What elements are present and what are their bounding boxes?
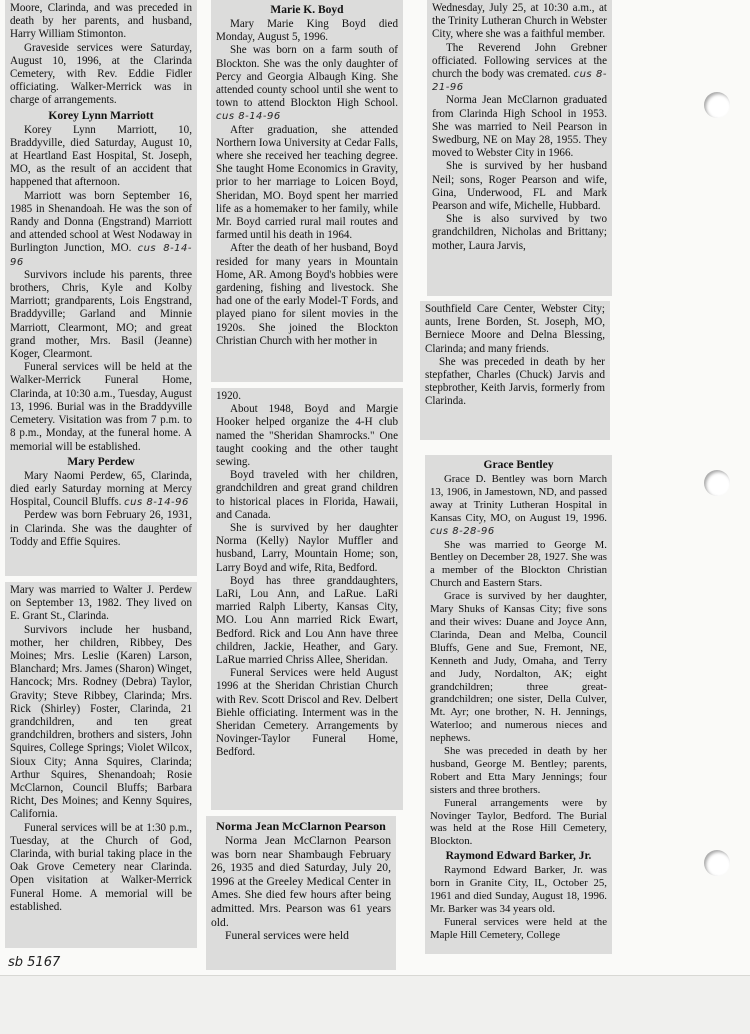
clipping-boyd — [211, 0, 403, 382]
obit-text: Funeral services will be at 1:30 p.m., Tuesday, at the Church of God, Clarinda, with burial taking place in the Oak Grove Cemetery near Clarinda. Open visitation at Walker-Merrick Funeral Home. A memorial will be established. — [10, 821, 192, 913]
obit-text: Funeral services will be held at the Walker-Merrick Funeral Home, Clarinda, at 10:30 a.m., Tuesday, August 13, 1996. Burial was in the Braddyville Cemetery. Visitation was from 7 p.m. to 8 p.m., Monday, at the funeral home. A memorial will be established. — [10, 361, 192, 453]
obit-heading: Mary Perdew — [67, 455, 135, 468]
handwritten-note: cus 8-14-96 — [10, 243, 193, 268]
obit-text: Norma Jean McClarnon graduated from Clarinda High School in 1953. She was married to Neil Pearson in Swedburg, NE on May 28, 1955. They moved to Webster City in 1966. — [432, 94, 607, 160]
obit-text-span: Grace D. Bentley was born March 13, 1906, in Jamestown, ND, and passed away at Trinity Lutheran Hospital in Kansas City, MO, on August 19, 1996. — [430, 473, 607, 524]
scrapbook-id-label: sb 5167 — [8, 955, 61, 970]
obit-text: Funeral services were held at the Maple Hill Cemetery, College — [430, 915, 607, 941]
obit-text: She was preceded in death by her husband, George M. Bentley; parents, Robert and Etta Mary Jennings; four sisters and three brothers. — [430, 745, 607, 796]
obit-text: Funeral arrangements were by Novinger Taylor, Bedford. The Burial was held at the Rose Hill Cemetery, Blockton. — [430, 796, 607, 848]
obit-text: She was preceded in death by her stepfather, Charles (Chuck) Jarvis and stepbrother, Keith Jarvis, formerly from Clarinda. — [425, 355, 605, 408]
obit-text-span: Marriott was born September 16, 1985 in Shenandoah. He was the son of Randy and Donna (Engstrand) Marriott and attended school at West Nodaway in Burlington Junction, MO. — [10, 189, 192, 255]
obit-text: Wednesday, July 25, at 10:30 a.m., at the Trinity Lutheran Church in Webster City, where she was a faithful member. — [432, 2, 607, 41]
obit-text: Funeral Services were held August 1996 at the Sheridan Christian Church with Rev. Scott Driscol and Rev. Delbert Biehle officiating. Interment was in the Sheridan Cemetery. Arrangements by Novinger-Taylor Funeral Home, Bedford. — [216, 667, 398, 759]
obit-text: Korey Lynn Marriott, 10, Braddyville, died Saturday, August 10, at Heartland East Hospital, St. Joseph, MO, as the result of an accident that happened that afternoon. — [10, 123, 192, 189]
obit-text: About 1948, Boyd and Margie Hooker helped organize the 4-H club named the "Sheridan Shamrocks." One taught cooking and the other taught sewing. — [216, 403, 398, 469]
obit-text: Graveside services were Saturday, August 10, 1996, at the Clarinda Cemetery, with Rev. Eddie Fidler officiating. Walker-Merrick was in charge of arrangements. — [10, 41, 192, 107]
obit-text — [216, 44, 398, 123]
clipping-marriott — [5, 0, 197, 576]
obit-heading: Norma Jean McClarnon Pearson — [216, 819, 386, 833]
handwritten-note: cus 8-28-96 — [430, 525, 495, 537]
obit-text: Norma Jean McClarnon Pearson was born near Shambaugh February 26, 1935 and died Saturday, July 20, 1996 at the Greeley Medical Center in Ames. She died few hours after being admitted. Mrs. Pearson was 61 years old. — [211, 834, 391, 929]
obit-text — [430, 473, 607, 539]
clipping-pearson-continued — [427, 0, 612, 296]
scanner-bed — [0, 975, 750, 1034]
obit-text: Funeral services were held — [225, 929, 349, 943]
punch-hole — [704, 850, 730, 876]
obit-text: Survivors include his parents, three brothers, Chris, Kyle and Kolby Marriott; grandparents, Lois Engstrand, Braddyville; Garland and Minnie Marriott, Clearmont, MO; and great grand mother, Mrs. Basil (Jeanne) Koger, Clearmont. — [10, 268, 192, 361]
obit-text: After graduation, she attended Northern Iowa University at Cedar Falls, where she received her teaching degree. She taught Home Economics in Gravity, prior to her marriage to Loicen Boyd, Sheridan, MO. Boyd spent her married life as a homemaker to her family, while Mr. Boyd carried rural mail routes and farmed until his death in 1964. — [216, 123, 398, 242]
clipping-boyd-continued — [211, 388, 403, 810]
obit-text: After the death of her husband, Boyd resided for many years in Mountain Home, AR. Among Boyd's hobbies were gardening, fishing and livestock. She had one of the early Model-T Fords, and played piano for silent movies in the 1920s. She joined the Blockton Christian Church with her mother in — [216, 242, 398, 347]
punch-hole — [704, 92, 730, 118]
obit-text-span: She was born on a farm south of Blockton. She was the only daughter of Percy and Georgia Albaugh King. She attended county school until she went to town to attend Blockton High School. — [216, 44, 398, 110]
clipping-pearson — [206, 816, 396, 970]
obit-text: Survivors include her husband, mother, her children, Ribbey, Des Moines; Mrs. Leslie (Karen) Larson, Blanchard; Mrs. James (Sharon) Winget, Hancock; Mrs. Rodney (Debra) Taylor, Gravity; Steve Ribbey, Clarinda; Mrs. Rick (Shirley) Foster, Clarinda, 21 grandchildren, and ten great grandchildren, brothers and sisters, John Squires, College Springs; Violet Wilcox, Sioux City; Anna Squires, Clarinda; Arthur Squires, Shenandoah; Rosie McClarnon, Council Bluffs; Barbara Richt, Des Moines; and Kenny Squires, California. — [10, 623, 192, 821]
obit-text: 1920. — [216, 390, 241, 402]
obit-heading: Korey Lynn Marriott — [48, 109, 154, 122]
obit-text — [10, 190, 192, 269]
obit-heading: Raymond Edward Barker, Jr. — [445, 850, 592, 863]
obit-text: Boyd traveled with her children, grandchildren and great grand children to historical places in Florida, Hawaii, and Canada. — [216, 469, 398, 521]
obit-text: Raymond Edward Barker, Jr. was born in Granite City, IL, October 25, 1961 and died Sunday, August 18, 1996. Mr. Barker was 34 years old. — [430, 864, 607, 915]
obit-text: She was married to George M. Bentley on December 28, 1927. She was a member of the Blockton Christian Church and Eastern Stars. — [430, 538, 607, 590]
obit-text: She is survived by her husband Neil; sons, Roger Pearson and wife, Gina, Underwood, FL and Mark Pearson and wife, Michelle, Hubbard. — [432, 160, 607, 213]
obit-heading: Marie K. Boyd — [270, 4, 344, 16]
obit-heading: Grace Bentley — [483, 459, 554, 471]
obit-text: Grace is survived by her daughter, Mary Shuks of Kansas City; five sons and their wives: Duane and Joyce Ann, Clarinda, Dean and Melba, Council Bluffs, Gene and Sue, Fremont, NE, Kenneth and Judy, Omaha, and Terry and Judy, Nordalton, AK; eight grandchildren; three great-grandchildren; one sister, Della Culver, Mt. Ayr; one brother, N. H. Jennings, Waterloo; and numerous nieces and nephews. — [430, 590, 607, 745]
obit-text: Mary Marie King Boyd died Monday, August 5, 1996. — [216, 18, 398, 44]
obit-text — [432, 42, 607, 95]
clipping-perdew — [5, 582, 197, 948]
obit-text: Mary was married to Walter J. Perdew on September 13, 1982. They lived on E. Grant St., Clarinda. — [10, 584, 192, 623]
handwritten-note: cus 8-21-96 — [432, 69, 607, 94]
obit-text: Boyd has three granddaughters, LaRi, Lou Ann, and LaRue. LaRi married Ralph Liberty, Kansas City, MO. Lou Ann married Rick Ewart, Bedford. Rick and Lou Ann have three children, Jackie, Heather, and Gary. LaRue married Chriss Allee, Sheridan. — [216, 574, 398, 667]
handwritten-note: cus 8-14-96 — [216, 111, 281, 123]
obit-text: She is also survived by two grandchildren, Nicholas and Brittany; mother, Laura Jarvis, — [432, 213, 607, 252]
obit-text: Moore, Clarinda, and was preceded in death by her parents, and husband, Harry William Stimonton. — [10, 2, 192, 41]
obit-text-span: The Reverend John Grebner officiated. Following services at the church the body was cremated. — [432, 41, 607, 81]
obit-text-span: Mary Naomi Perdew, 65, Clarinda, died early Saturday morning at Mercy Hospital, Council Bluffs. — [10, 469, 192, 509]
punch-hole — [704, 470, 730, 496]
obit-text — [10, 470, 192, 510]
obit-text: She is survived by her daughter Norma (Kelly) Naylor Muffler and husband, Larry, Mountain Home; son, Larry Boyd and wife, Rita, Bedford. — [216, 522, 398, 574]
clipping-pearson-end — [420, 301, 610, 440]
handwritten-note: cus 8-14-96 — [124, 497, 189, 509]
clipping-bentley-barker — [425, 455, 612, 954]
obit-text: Perdew was born February 26, 1931, in Clarinda. She was the daughter of Toddy and Effie Squires. — [10, 509, 192, 548]
obit-text: Southfield Care Center, Webster City; aunts, Irene Borden, St. Joseph, MO, Berniece Moore and Delna Blessing, Clarinda; and many friends. — [425, 303, 605, 355]
